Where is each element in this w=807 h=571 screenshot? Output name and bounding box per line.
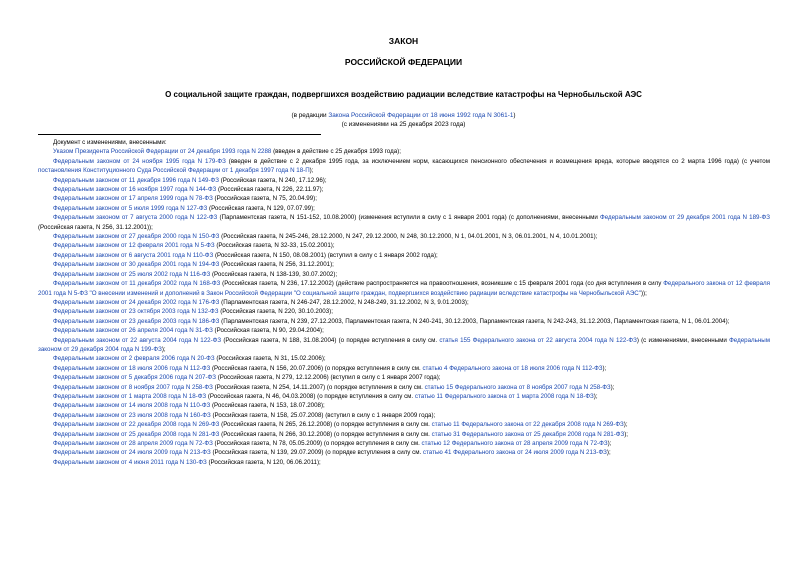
amendment-link[interactable]: Федеральным законом от 24 июля 2009 года N 213-ФЗ — [53, 449, 211, 457]
amendment-link[interactable]: Федеральным законом от 11 декабря 1996 года N 149-ФЗ — [53, 176, 219, 184]
amendment-link[interactable]: Федеральным законом от 6 августа 2001 года N 110-ФЗ — [53, 251, 214, 259]
amendment-link[interactable]: Федерального закона от 12 февраля 2001 года N 5-ФЗ "О внесении изменений и дополнений в Закон Российской Федерации "О социальной защите граждан, подвергшихся воздействию радиации вследствие катастрофы на Чернобыльской АЭС" — [38, 280, 770, 297]
amendment-link[interactable]: Указом Президента Российской Федерации от 24 декабря 1993 года N 2288 — [53, 148, 272, 156]
amendment-text: (Российская газета, N 120, 06.06.2011); — [206, 458, 321, 466]
amendment-link[interactable]: Федеральным законом от 23 декабря 2003 года N 186-ФЗ — [53, 317, 220, 325]
amendment-text: (Российская газета, N 138-139, 30.07.2002); — [210, 270, 338, 278]
amendment-link[interactable]: Федеральным законом от 5 июля 1999 года N 127-ФЗ — [53, 204, 208, 212]
amendment-text: ); — [610, 383, 615, 391]
amendment-entry — [38, 270, 770, 279]
amendment-link[interactable]: Федеральным законом от 1 марта 2008 года N 18-ФЗ — [53, 392, 207, 400]
amendment-link[interactable]: Федеральным законом от 30 декабря 2001 года N 194-ФЗ — [53, 261, 220, 269]
amendment-text: (Российская газета, N 31, 15.02.2006); — [214, 355, 326, 363]
amendment-link[interactable]: статью 12 Федерального закона от 28 апреля 2009 года N 72-ФЗ — [421, 440, 608, 447]
amendment-link[interactable]: Федеральным законом от 24 декабря 2002 года N 176-ФЗ — [53, 298, 220, 306]
amendment-entry — [38, 204, 770, 213]
amendment-entry — [38, 401, 770, 410]
amendment-link[interactable]: Федеральным законом от 29 декабря 2004 года N 199-ФЗ — [38, 336, 770, 353]
edition-link[interactable]: Закона Российской Федерации от 18 июня 1992 года N 3061-1 — [328, 112, 514, 119]
law-name: О социальной защите граждан, подвергшихся воздействию радиации вследствие катастрофы на Чернобыльской АЭС — [165, 90, 642, 99]
entries-container — [38, 147, 770, 467]
amendment-text: (Российская газета, N 158, 25.07.2008) (вступил в силу с 1 января 2009 года); — [210, 411, 436, 419]
amendment-entry — [38, 448, 770, 457]
amendment-link[interactable]: Федеральным законом от 11 декабря 2002 года N 168-ФЗ — [53, 280, 221, 288]
amendment-link[interactable]: Федеральным законом от 17 апреля 1999 года N 78-ФЗ — [53, 195, 213, 203]
amendment-text: ); — [623, 421, 628, 429]
amendment-entry — [38, 317, 770, 326]
amendment-entry — [38, 392, 770, 401]
amendment-link[interactable]: Федеральным законом от 22 декабря 2008 года N 269-ФЗ — [53, 421, 220, 429]
amendment-text: (Парламентская газета, N 246-247, 28.12.2002, N 248-249, 31.12.2002, N 3, 9.01.2003); — [219, 298, 469, 306]
amendment-entry — [38, 383, 770, 392]
amendment-text: (Российская газета, N 279, 12.12.2006) (вступил в силу с 1 января 2007 года); — [215, 374, 441, 382]
amendment-link[interactable]: Федеральным законом от 4 июня 2011 года N 130-ФЗ — [53, 458, 207, 466]
amendment-text: (Российская газета, N 236, 17.12.2002) (действие распространяется на правоотношения, возникшие с 15 февраля 2001 года (со дня вступления в силу — [220, 280, 664, 288]
amendment-text: )); — [640, 289, 647, 297]
amendment-link[interactable]: статья 155 Федерального закона от 22 августа 2004 года N 122-ФЗ — [439, 336, 637, 344]
amendment-entry — [38, 307, 770, 316]
amendment-text: (Парламентская газета, N 151-152, 10.08.2000) (изменения вступили в силу с 1 января 2001 года) (с дополнениями, внесенными — [217, 214, 600, 222]
intro-text: Документ с изменениями, внесенными: — [53, 139, 167, 146]
amendment-text: (Российская газета, N 75, 20.04.99); — [212, 195, 317, 203]
amendment-entry — [38, 420, 770, 429]
amendment-entry — [38, 232, 770, 241]
amendment-text: (Российская газета, N 265, 26.12.2008) (о порядке вступления в силу см. — [219, 421, 432, 429]
amendment-text: ) (с изменениями, внесенными — [636, 336, 730, 344]
amendment-text: ); — [602, 364, 607, 372]
amendment-entry — [38, 147, 770, 156]
amendment-text: (Парламентская газета, N 239, 27.12.2003, Парламентская газета, N 240-241, 30.12.2003, Парламентская газета, N 242-243, 31.12.2003, Парламентская газета, N 1, 06.01.2004); — [219, 317, 730, 325]
law-title: ЗАКОН — [388, 36, 419, 46]
amendment-link[interactable]: Федеральным законом от 12 февраля 2001 года N 5-ФЗ — [53, 242, 215, 250]
amendment-entry — [38, 185, 770, 194]
amendment-text: ); — [309, 167, 314, 175]
amendment-link[interactable]: Федеральным законом от 18 июля 2006 года N 112-ФЗ — [53, 364, 211, 372]
amendment-text: (Российская газета, N 46, 04.03.2008) (о порядке вступления в силу см. — [206, 392, 415, 400]
amendment-entry — [38, 251, 770, 260]
amendment-link[interactable]: Федеральным законом от 16 ноября 1997 года N 144-ФЗ — [53, 186, 217, 194]
amendment-text: (Российская газета, N 78, 05.05.2009) (о порядке вступления в силу см. — [212, 440, 422, 447]
amendments-list — [38, 138, 770, 467]
amendment-text: (Российская газета, N 266, 30.12.2008) (о порядке вступления в силу см. — [219, 430, 432, 438]
amendment-text: ); — [624, 430, 629, 438]
amendment-entry — [38, 458, 770, 467]
amendment-entry — [38, 279, 770, 298]
amendment-text: (Российская газета, N 226, 22.11.97); — [216, 186, 324, 194]
amendment-text: (Российская газета, N 256, 31.12.2001); — [219, 261, 334, 269]
amendment-link[interactable]: Федеральным законом от 25 июля 2002 года N 116-ФЗ — [53, 270, 211, 278]
amendment-entry — [38, 241, 770, 250]
amendment-entry — [38, 213, 770, 232]
amendment-link[interactable]: Федеральным законом от 29 декабря 2001 года N 189-ФЗ — [599, 214, 770, 222]
amendment-text: (Российская газета, N 153, 18.07.2008); — [210, 402, 325, 410]
amendment-link[interactable]: Федеральным законом от 5 декабря 2006 года N 207-ФЗ — [53, 374, 216, 382]
amendment-link[interactable]: Федеральным законом от 7 августа 2000 года N 122-ФЗ — [53, 214, 218, 222]
amendment-text: (Российская газета, N 90, 29.04.2004); — [212, 327, 324, 335]
amendment-link[interactable]: статью 31 Федерального закона от 25 декабря 2008 года N 281-ФЗ — [431, 430, 625, 438]
amendment-entry — [38, 260, 770, 269]
amendment-link[interactable]: Федеральным законом от 8 ноября 2007 года N 258-ФЗ — [53, 383, 213, 391]
amendment-entry — [38, 298, 770, 307]
amendment-text: (Российская газета, N 245-246, 28.12.2000, N 247, 29.12.2000, N 248, 30.12.2000, N 1, 04.01.2001, N 3, 06.01.2001, N 4, 10.01.2001); — [219, 233, 598, 241]
amendment-text: (Российская газета, N 32-33, 15.02.2001); — [214, 242, 335, 250]
amendment-entry — [38, 364, 770, 373]
amendment-link[interactable]: Федеральным законом от 24 ноября 1995 года N 179-ФЗ — [53, 157, 226, 165]
amendment-link[interactable]: Федеральным законом от 26 апреля 2004 года N 31-ФЗ — [53, 327, 213, 335]
amendment-text: (Российская газета, N 254, 14.11.2007) (о порядке вступления в силу см. — [212, 383, 425, 391]
amendment-entry — [38, 439, 770, 448]
amendment-link[interactable]: статью 11 Федерального закона от 1 марта 2008 года N 18-ФЗ — [414, 392, 594, 400]
amendment-entry — [38, 326, 770, 335]
amendment-text: (Российская газета, N 220, 30.10.2003); — [218, 308, 333, 316]
amendment-text: (Российская газета, N 256, 31.12.2001)); — [38, 223, 153, 231]
amendment-link[interactable]: статью 15 Федерального закона от 8 ноября 2007 года N 258-ФЗ — [424, 383, 611, 391]
amendment-link[interactable]: Федеральным законом от 28 апреля 2009 года N 72-ФЗ — [53, 440, 213, 447]
divider — [38, 134, 321, 135]
amendment-text: (введен в действие с 2 декабря 1995 года, за исключением норм, касающихся пенсионного обеспечения и возмещения вреда, которые вводятся со 2 марта 1996 года) (с учетом — [225, 157, 770, 165]
amendment-link[interactable]: Федеральным законом от 23 октября 2003 года N 132-ФЗ — [53, 308, 219, 316]
amendment-link[interactable]: Федеральным законом от 25 декабря 2008 года N 281-ФЗ — [53, 430, 220, 438]
amendment-link[interactable]: Федеральным законом от 23 июля 2008 года N 160-ФЗ — [53, 411, 211, 419]
amendment-entry — [38, 336, 770, 355]
amendment-link[interactable]: Федеральным законом от 22 августа 2004 года N 122-ФЗ — [53, 336, 222, 344]
edition-pre: (в редакции — [291, 112, 329, 119]
amendment-entry — [38, 176, 770, 185]
amendment-text: ); — [593, 392, 598, 400]
amendment-entry — [38, 157, 770, 176]
amendment-text: ); — [606, 449, 611, 457]
changes-note: (с изменениями на 25 декабря 2023 года) — [341, 121, 466, 128]
amendment-text: (Российская газета, N 156, 20.07.2006) (о порядке вступления в силу см. — [210, 364, 423, 372]
amendment-text: (Российская газета, N 150, 08.08.2001) (вступил в силу с 1 января 2002 года); — [213, 251, 438, 259]
amendment-entry — [38, 373, 770, 382]
amendment-text: (Российская газета, N 139, 29.07.2009) (о порядке вступления в силу см. — [210, 449, 423, 457]
amendment-entry — [38, 411, 770, 420]
amendment-entry — [38, 430, 770, 439]
amendment-link[interactable]: Федеральным законом от 27 декабря 2000 года N 150-ФЗ — [53, 233, 220, 241]
amendment-link[interactable]: статью 11 Федерального закона от 22 декабря 2008 года N 269-ФЗ — [431, 421, 624, 429]
amendment-text: (Российская газета, N 188, 31.08.2004) (о порядке вступления в силу см. — [221, 336, 440, 344]
amendment-text: ); — [607, 440, 612, 447]
amendment-link[interactable]: статью 41 Федерального закона от 24 июля 2009 года N 213-ФЗ — [422, 449, 607, 457]
edition-note — [0, 112, 807, 119]
edition-post: ) — [513, 112, 516, 119]
amendment-text: (Российская газета, N 129, 07.07.99); — [207, 204, 315, 212]
amendment-text: ); — [161, 345, 166, 353]
amendment-entry — [38, 354, 770, 363]
amendment-link[interactable]: постановления Конституционного Суда Российской Федерации от 1 декабря 1997 года N 18-П — [38, 167, 310, 175]
amendment-link[interactable]: статью 4 Федерального закона от 18 июля 2006 года N 112-ФЗ — [422, 364, 603, 372]
amendment-link[interactable]: Федеральным законом от 14 июля 2008 года N 110-ФЗ — [53, 402, 211, 410]
amendment-link[interactable]: Федеральным законом от 2 февраля 2006 года N 20-ФЗ — [53, 355, 215, 363]
amendment-text: (введен в действие с 25 декабря 1993 года); — [271, 148, 401, 156]
amendment-entry — [38, 194, 770, 203]
amendment-text: (Российская газета, N 240, 17.12.96); — [218, 176, 327, 184]
law-subtitle-country: РОССИЙСКОЙ ФЕДЕРАЦИИ — [344, 57, 463, 67]
